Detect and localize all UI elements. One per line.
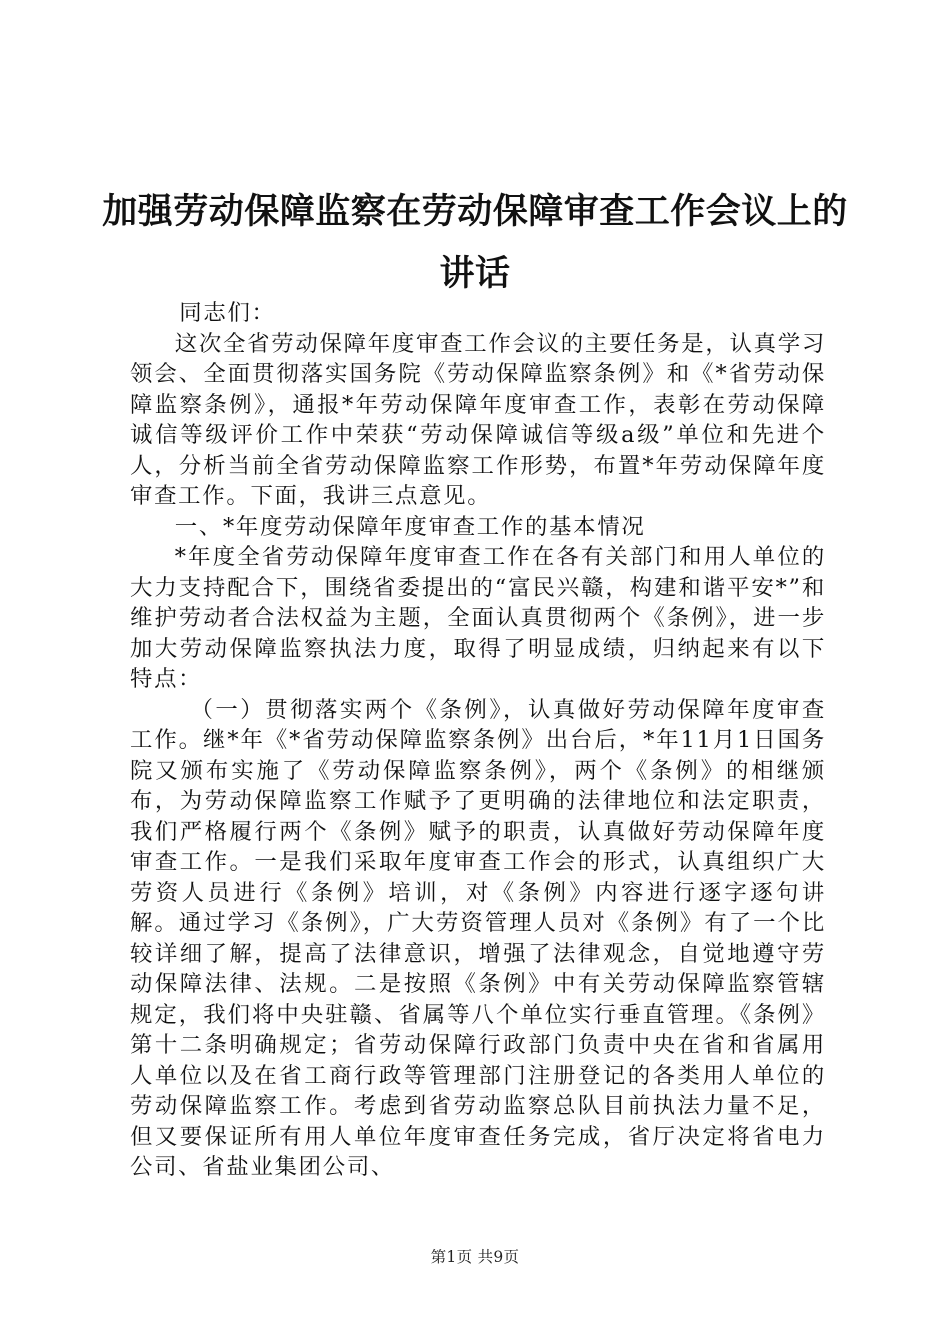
page-number-footer: 第1页 共9页 [430, 1248, 520, 1266]
intro-paragraph: 这次全省劳动保障年度审查工作会议的主要任务是，认真学习领会、全面贯彻落实国务院《劳动保障监察条例》和《*省劳动保障监察条例》，通报*年劳动保障年度审查工作，表彰在劳动保障诚信等级评价工作中荣获“劳动保障诚信等级a级”单位和先进个人，分析当前全省劳动保障监察工作形势，布置*年劳动保障年度审查工作。下面，我讲三点意见。 [130, 330, 826, 509]
document-body [130, 298, 826, 1183]
document-title: 加强劳动保障监察在劳动保障审查工作会议上的讲话 [102, 192, 848, 295]
greeting-paragraph: 同志们： [179, 300, 276, 326]
section-heading: 一、*年度劳动保障年度审查工作的基本情况 [174, 513, 646, 540]
body-paragraph: *年度全省劳动保障年度审查工作在各有关部门和用人单位的大力支持配合下，围绕省委提出的“富民兴赣，构建和谐平安*”和维护劳动者合法权益为主题，全面认真贯彻两个《条例》，进一步加大劳动保障监察执法力度，取得了明显成绩，归纳起来有以下特点： [130, 544, 826, 692]
body-paragraph: （一）贯彻落实两个《条例》，认真做好劳动保障年度审查工作。继*年《*省劳动保障监察条例》出台后，*年11月1日国务院又颁布实施了《劳动保障监察条例》，两个《条例》的相继颁布，为劳动保障监察工作赋予了更明确的法律地位和法定职责，我们严格履行两个《条例》赋予的职责，认真做好劳动保障年度审查工作。一是我们采取年度审查工作会的形式，认真组织广大劳资人员进行《条例》培训，对《条例》内容进行逐字逐句讲解。通过学习《条例》，广大劳资管理人员对《条例》有了一个比较详细了解，提高了法律意识，增强了法律观念，自觉地遵守劳动保障法律、法规。二是按照《条例》中有关劳动保障监察管辖规定，我们将中央驻赣、省属等八个单位实行垂直管理。《条例》第十二条明确规定；省劳动保障行政部门负责中央在省和省属用人单位以及在省工商行政等管理部门注册登记的各类用人单位的劳动保障监察工作。考虑到省劳动监察总队目前执法力量不足，但又要保证所有用人单位年度审查任务完成，省厅决定将省电力公司、省盐业集团公司、 [130, 696, 826, 1180]
